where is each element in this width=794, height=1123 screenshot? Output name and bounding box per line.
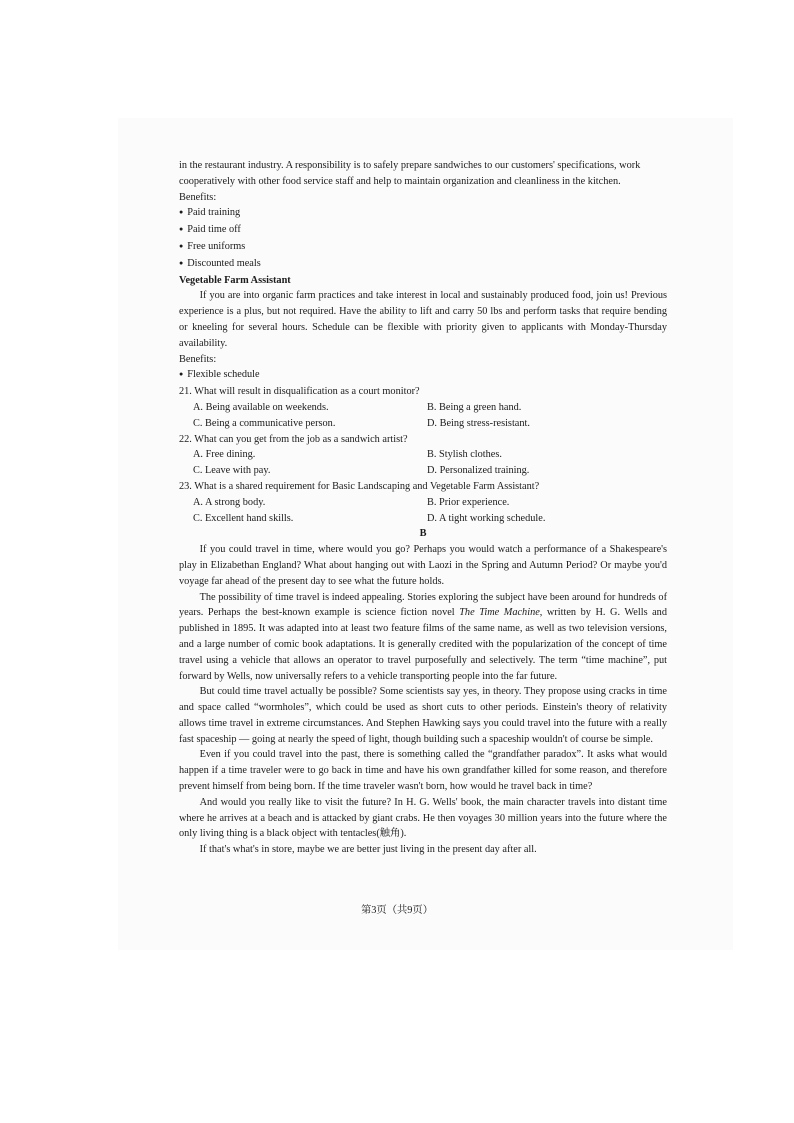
question-21: 21. What will result in disqualification as a court monitor?: [179, 386, 420, 398]
question-22-options-row-1: [179, 447, 667, 463]
question-21-options-row-2: [179, 416, 667, 432]
exam-content: [179, 158, 667, 858]
passage-b-paragraph-3: But could time travel actually be possible? Some scientists say yes, in theory. They propose using cracks in time and space called “wormholes”, which could be used as short cuts to other periods. Einstein's theory of relativity allows time travel in extreme circumstances. And Stephen Hawking says you could travel into the future with a really fast spaceship — going at nearly the speed of light, though building such a spaceship wouldn't of course be simple.: [179, 686, 667, 745]
option-a: A. Free dining.: [193, 449, 256, 461]
benefit-item: ● Paid training: [179, 205, 667, 222]
section-b-heading: B: [419, 528, 427, 540]
page-number: 第3页（共9页）: [360, 905, 434, 916]
option-a: A. A strong body.: [193, 496, 266, 508]
benefit-item: ● Free uniforms: [179, 239, 667, 256]
option-d: D. A tight working schedule.: [427, 512, 546, 524]
option-c: C. Leave with pay.: [193, 465, 271, 477]
question-22-options-row-2: [179, 463, 667, 479]
intro-line-2: cooperatively with other food service staff and help to maintain organization and cleanliness in the kitchen.: [179, 175, 621, 187]
option-c: C. Excellent hand skills.: [193, 512, 294, 524]
option-d: D. Personalized training.: [427, 465, 530, 477]
benefit-item: ● Paid time off: [179, 222, 667, 239]
question-22: 22. What can you get from the job as a sandwich artist?: [179, 433, 408, 445]
farm-benefits-heading: Benefits:: [179, 353, 217, 365]
passage-b-paragraph-6: If that's what's in store, maybe we are better just living in the present day after all.: [199, 844, 537, 856]
passage-b-paragraph-2: [179, 590, 667, 685]
passage-b-paragraph-4: Even if you could travel into the past, there is something called the “grandfather paradox”. It asks what would happen if a time traveler were to go back in time and have his own grandfather killed for some reason, and therefore prevent himself from being born. If the time traveler wasn't born, how would he travel back in time?: [179, 749, 667, 793]
question-23: 23. What is a shared requirement for Basic Landscaping and Vegetable Farm Assistant?: [179, 480, 540, 492]
question-23-options-row-1: [179, 495, 667, 511]
option-b: B. Being a green hand.: [427, 401, 522, 413]
benefits-heading: Benefits:: [179, 191, 217, 203]
option-d: D. Being stress-resistant.: [427, 417, 530, 429]
passage-b-paragraph-1: If you could travel in time, where would you go? Perhaps you would watch a performance of a Shakespeare's play in Elizabethan England? What about hanging out with Laozi in the Spring and Autumn Period? Or maybe you'd voyage far ahead of the present day to see what the future holds.: [179, 544, 667, 587]
p2-part-2: , written by H. G. Wells and published in 1895. It was adapted into at least two feature films of the same name, as well as two television versions, and a large number of comic book adaptations. It is generally credited with the popularization of the concept of time travel using a vehicle that allows an operator to travel purposefully and selectively. The term “time machine”, put forward by Wells, now universally refers to a vehicle transporting people into the far future.: [179, 607, 667, 682]
benefit-item: ● Discounted meals: [179, 256, 667, 273]
option-c: C. Being a communicative person.: [193, 417, 336, 429]
book-title: The Time Machine: [459, 607, 540, 619]
question-21-options-row-1: [179, 400, 667, 416]
option-b: B. Stylish clothes.: [427, 449, 502, 461]
option-b: B. Prior experience.: [427, 496, 510, 508]
farm-job-description: If you are into organic farm practices and take interest in local and sustainably produced food, join us! Previous experience is a plus, but not required. Have the ability to lift and carry 50 lbs and perform tasks that require bending or kneeling for several hours. Schedule can be flexible with priority given to applicants with Monday-Thursday availability.: [179, 290, 667, 349]
intro-line-1: in the restaurant industry. A responsibility is to safely prepare sandwiches to our customers' specifications, work: [179, 160, 641, 171]
passage-b-paragraph-5: And would you really like to visit the future? In H. G. Wells' book, the main character travels into distant time where he arrives at a beach and is attacked by giant crabs. He then voyages 30 million years into the future where the only living thing is a black object with tentacles(触角).: [179, 796, 667, 840]
farm-job-title: Vegetable Farm Assistant: [179, 274, 291, 286]
p2-part-1: The possibility of time travel is indeed appealing. Stories exploring the subject have been around for hundreds of years. Perhaps the best-known example is science fiction novel: [179, 591, 667, 619]
farm-benefit-item: ● Flexible schedule: [179, 367, 667, 384]
option-a: A. Being available on weekends.: [193, 401, 329, 413]
question-23-options-row-2: [179, 511, 667, 527]
